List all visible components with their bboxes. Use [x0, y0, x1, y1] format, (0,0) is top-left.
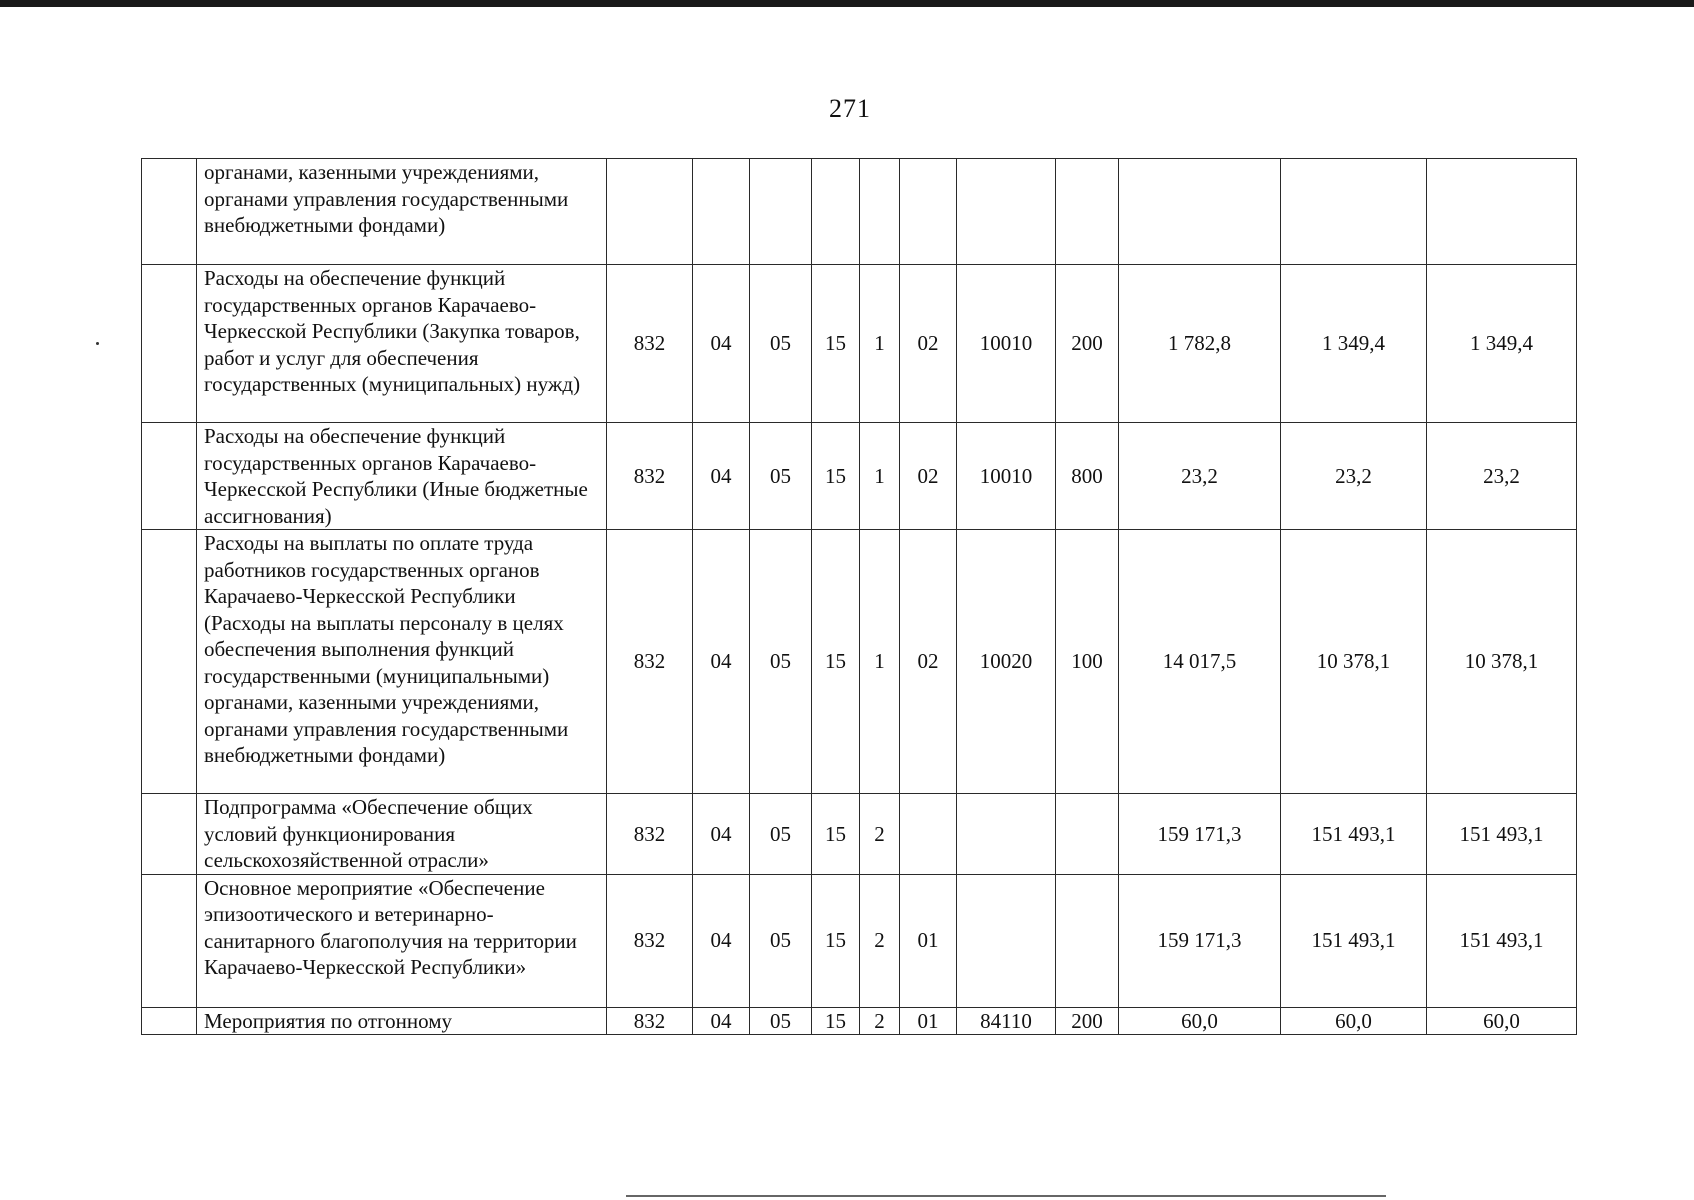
row-number-cell: [142, 265, 197, 423]
budget-table-body: [142, 159, 1577, 1035]
subsection-code-cell: 05: [750, 1007, 812, 1035]
section-code-cell: 04: [693, 530, 750, 794]
amount-year1-cell: 23,2: [1119, 423, 1281, 530]
administrator-code-cell: 832: [607, 265, 693, 423]
row-number-cell: [142, 874, 197, 1007]
administrator-code-cell: [607, 159, 693, 265]
expense-type-code-cell: [1056, 794, 1119, 875]
expense-name-cell: Подпрограмма «Обеспечение общих условий функционирования сельскохозяйственной отрасли»: [197, 794, 607, 875]
amount-year2-cell: 151 493,1: [1281, 874, 1427, 1007]
expense-type-code-cell: [1056, 159, 1119, 265]
amount-year3-cell: 151 493,1: [1427, 794, 1577, 875]
expense-type-code-cell: [1056, 874, 1119, 1007]
administrator-code-cell: 832: [607, 1007, 693, 1035]
table-row: [142, 265, 1577, 423]
direction-code-cell: [957, 874, 1056, 1007]
table-row: [142, 423, 1577, 530]
expense-type-code-cell: 200: [1056, 1007, 1119, 1035]
program-code-cell: 15: [812, 1007, 860, 1035]
expense-name-cell: Расходы на обеспечение функций государственных органов Карачаево-Черкесской Республики (Закупка товаров, работ и услуг для обеспечения государственных (муниципальных) нужд): [197, 265, 607, 423]
event-code-cell: [900, 159, 957, 265]
amount-year1-cell: [1119, 159, 1281, 265]
subsection-code-cell: 05: [750, 874, 812, 1007]
subsection-code-cell: 05: [750, 423, 812, 530]
direction-code-cell: 10010: [957, 265, 1056, 423]
expense-name-cell: Расходы на выплаты по оплате труда работников государственных органов Карачаево-Черкесской Республики (Расходы на выплаты персоналу в целях обеспечения выполнения функций государственными (муниципальными) органами, казенными учреждениями, органами управления государственными внебюджетными фондами): [197, 530, 607, 794]
expense-type-code-cell: 800: [1056, 423, 1119, 530]
table-row: [142, 794, 1577, 875]
page-number: 271: [829, 94, 871, 123]
row-number-cell: [142, 159, 197, 265]
amount-year1-cell: 14 017,5: [1119, 530, 1281, 794]
amount-year2-cell: 60,0: [1281, 1007, 1427, 1035]
expense-name-cell: Мероприятия по отгонному: [197, 1007, 607, 1035]
program-code-cell: 15: [812, 265, 860, 423]
scan-bottom-line: [626, 1195, 1386, 1197]
expense-name-cell: органами, казенными учреждениями, органами управления государственными внебюджетными фондами): [197, 159, 607, 265]
direction-code-cell: 84110: [957, 1007, 1056, 1035]
direction-code-cell: 10010: [957, 423, 1056, 530]
budget-table: [141, 158, 1577, 1035]
section-code-cell: [693, 159, 750, 265]
subprogram-code-cell: 2: [860, 794, 900, 875]
amount-year3-cell: 1 349,4: [1427, 265, 1577, 423]
amount-year3-cell: 151 493,1: [1427, 874, 1577, 1007]
direction-code-cell: [957, 794, 1056, 875]
program-code-cell: 15: [812, 530, 860, 794]
amount-year1-cell: 60,0: [1119, 1007, 1281, 1035]
expense-name-cell: Основное мероприятие «Обеспечение эпизоотического и ветеринарно-санитарного благополучия на территории Карачаево-Черкесской Республики»: [197, 874, 607, 1007]
amount-year1-cell: 159 171,3: [1119, 794, 1281, 875]
subprogram-code-cell: 2: [860, 1007, 900, 1035]
table-row: [142, 1007, 1577, 1035]
row-number-cell: [142, 530, 197, 794]
table-row: [142, 159, 1577, 265]
subsection-code-cell: 05: [750, 794, 812, 875]
amount-year2-cell: 23,2: [1281, 423, 1427, 530]
scan-artifact-dot: [96, 342, 99, 345]
amount-year3-cell: [1427, 159, 1577, 265]
section-code-cell: 04: [693, 265, 750, 423]
subprogram-code-cell: 2: [860, 874, 900, 1007]
program-code-cell: [812, 159, 860, 265]
direction-code-cell: 10020: [957, 530, 1056, 794]
direction-code-cell: [957, 159, 1056, 265]
section-code-cell: 04: [693, 423, 750, 530]
event-code-cell: 01: [900, 874, 957, 1007]
administrator-code-cell: 832: [607, 794, 693, 875]
table-row: [142, 874, 1577, 1007]
event-code-cell: [900, 794, 957, 875]
row-number-cell: [142, 1007, 197, 1035]
program-code-cell: 15: [812, 874, 860, 1007]
expense-type-code-cell: 100: [1056, 530, 1119, 794]
event-code-cell: 02: [900, 530, 957, 794]
row-number-cell: [142, 794, 197, 875]
subsection-code-cell: [750, 159, 812, 265]
scan-top-edge: [0, 0, 1694, 7]
event-code-cell: 02: [900, 423, 957, 530]
amount-year2-cell: 151 493,1: [1281, 794, 1427, 875]
subprogram-code-cell: 1: [860, 265, 900, 423]
subprogram-code-cell: 1: [860, 530, 900, 794]
administrator-code-cell: 832: [607, 530, 693, 794]
amount-year2-cell: [1281, 159, 1427, 265]
expense-type-code-cell: 200: [1056, 265, 1119, 423]
event-code-cell: 01: [900, 1007, 957, 1035]
administrator-code-cell: 832: [607, 874, 693, 1007]
program-code-cell: 15: [812, 794, 860, 875]
subprogram-code-cell: [860, 159, 900, 265]
amount-year2-cell: 10 378,1: [1281, 530, 1427, 794]
amount-year2-cell: 1 349,4: [1281, 265, 1427, 423]
amount-year1-cell: 159 171,3: [1119, 874, 1281, 1007]
amount-year3-cell: 10 378,1: [1427, 530, 1577, 794]
section-code-cell: 04: [693, 794, 750, 875]
row-number-cell: [142, 423, 197, 530]
section-code-cell: 04: [693, 1007, 750, 1035]
subsection-code-cell: 05: [750, 265, 812, 423]
subprogram-code-cell: 1: [860, 423, 900, 530]
amount-year3-cell: 23,2: [1427, 423, 1577, 530]
section-code-cell: 04: [693, 874, 750, 1007]
amount-year3-cell: 60,0: [1427, 1007, 1577, 1035]
amount-year1-cell: 1 782,8: [1119, 265, 1281, 423]
event-code-cell: 02: [900, 265, 957, 423]
table-row: [142, 530, 1577, 794]
subsection-code-cell: 05: [750, 530, 812, 794]
program-code-cell: 15: [812, 423, 860, 530]
expense-name-cell: Расходы на обеспечение функций государственных органов Карачаево-Черкесской Республики (Иные бюджетные ассигнования): [197, 423, 607, 530]
administrator-code-cell: 832: [607, 423, 693, 530]
